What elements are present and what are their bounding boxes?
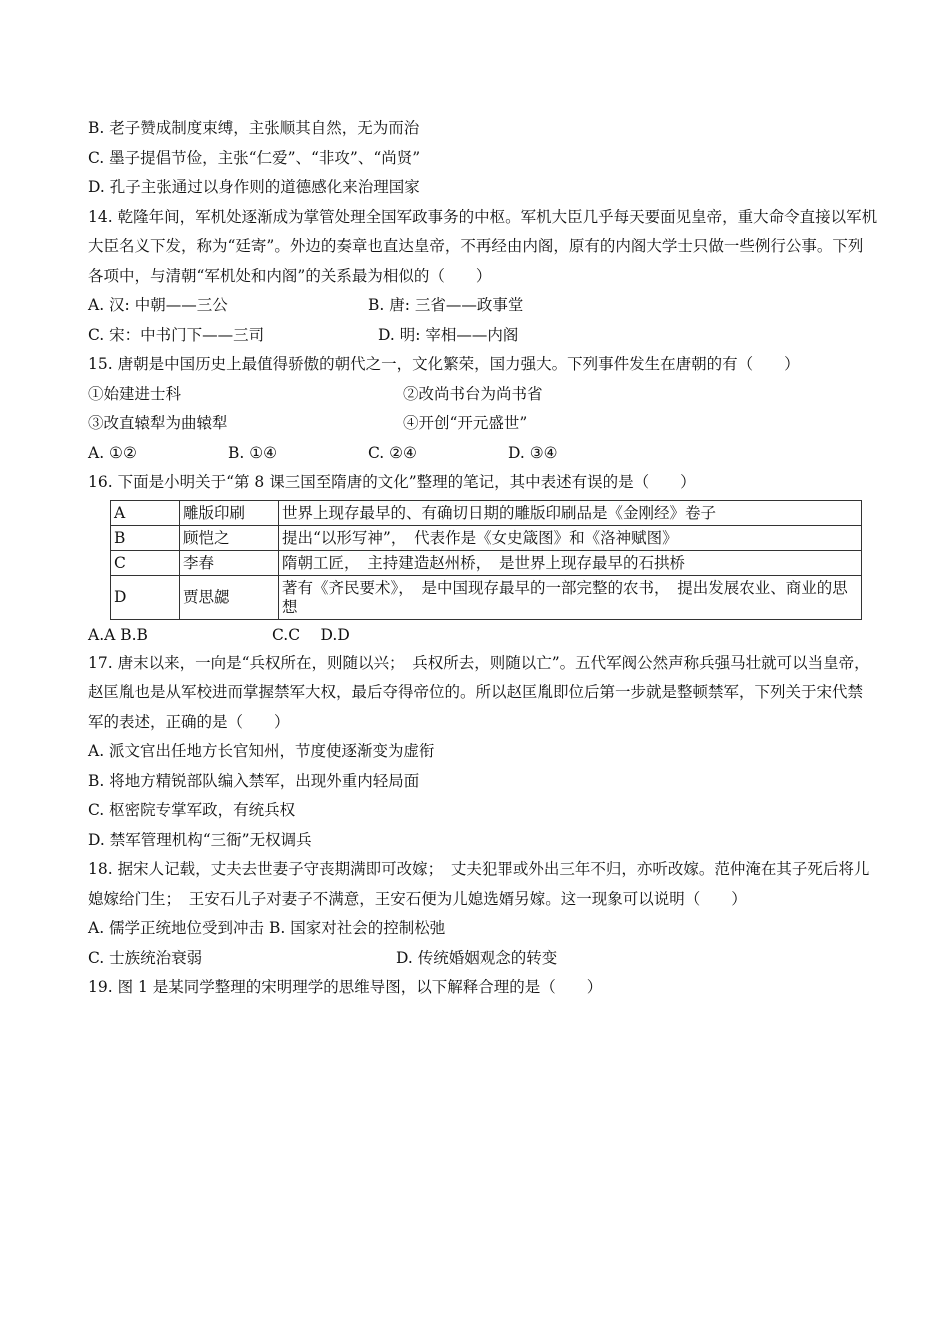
q14-options-row-2	[88, 321, 878, 351]
table-cell-topic: 贾思勰	[180, 575, 279, 619]
table-row	[111, 500, 862, 525]
q13-option-b: B. 老子赞成制度束缚，主张顺其自然，无为而治	[88, 119, 420, 137]
table-cell-note: 著有《齐民要术》， 是中国现存最早的一部完整的农书， 提出发展农业、商业的思想	[279, 575, 862, 619]
q16-stem: 16. 下面是小明关于“第 8 课三国至隋唐的文化”整理的笔记，其中表述有误的是（ ）	[88, 473, 696, 491]
q15-option-a: A. ①②	[88, 443, 137, 462]
q15-option-b: B. ①④	[228, 443, 278, 462]
q13-option-c: C. 墨子提倡节俭，主张“仁爱”、“非攻”、“尚贤”	[88, 148, 421, 167]
q18-options-row-2	[88, 944, 878, 974]
q18-option-d: D. 传统婚姻观念的转变	[396, 948, 558, 967]
table-cell-key: B	[111, 525, 180, 550]
table-cell-note: 提出“以形写神”， 代表作是《女史箴图》和《洛神赋图》	[279, 525, 862, 550]
q17-stem: 17. 唐末以来，一向是“兵权所在，则随以兴； 兵权所去，则随以亡”。五代军阀公然声称兵强马壮就可以当皇帝，赵匡胤也是从军校进而掌握禁军大权，最后夺得帝位的。所以赵匡胤即位后第一步就是整顿禁军，下列关于宋代禁军的表述，正确的是（ ）	[88, 653, 870, 731]
q15-items-row-2	[88, 409, 878, 439]
q16-options-left: A.A B.B	[88, 625, 148, 644]
q15-item-3: ③改直辕犁为曲辕犁	[88, 414, 228, 432]
q16-notes-table	[110, 500, 862, 620]
q15-options-row	[88, 439, 878, 469]
table-cell-topic: 李春	[180, 550, 279, 575]
q17-option-c: C. 枢密院专掌军政，有统兵权	[88, 801, 296, 819]
table-cell-key: C	[111, 550, 180, 575]
table-row	[111, 550, 862, 575]
table-row	[111, 575, 862, 619]
q14-option-d: D. 明: 宰相——内阁	[378, 325, 519, 344]
table-cell-topic: 顾恺之	[180, 525, 279, 550]
q17-option-a: A. 派文官出任地方长官知州，节度使逐渐变为虚衔	[88, 742, 435, 760]
q14-stem: 14. 乾隆年间，军机处逐渐成为掌管处理全国军政事务的中枢。军机大臣几乎每天要面见皇帝，重大命令直接以军机大臣名义下发，称为“廷寄”。外边的奏章也直达皇帝，不再经由内阁，原有的内阁大学士只做一些例行公事。下列各项中，与清朝“军机处和内阁”的关系最为相似的（ ）	[88, 207, 878, 285]
table-cell-note: 世界上现存最早的、有确切日期的雕版印刷品是《金刚经》卷子	[279, 500, 862, 525]
q14-option-b: B. 唐: 三省——政事堂	[368, 296, 524, 314]
q19-stem: 19. 图 1 是某同学整理的宋明理学的思维导图，以下解释合理的是（ ）	[88, 978, 603, 996]
q14-option-c: C. 宋：中书门下——三司	[88, 325, 265, 344]
q18-option-c: C. 士族统治衰弱	[88, 948, 203, 967]
q18-stem: 18. 据宋人记载，丈夫去世妻子守丧期满即可改嫁； 丈夫犯罪或外出三年不归，亦听改嫁。范仲淹在其子死后将儿媳嫁给门生； 王安石儿子对妻子不满意，王安石便为儿媳选婿另嫁。这一现象可以说明（ ）	[88, 860, 870, 908]
q14-options-row-1	[88, 291, 878, 321]
q15-stem: 15. 唐朝是中国历史上最值得骄傲的朝代之一，文化繁荣，国力强大。下列事件发生在唐朝的有（ ）	[88, 355, 800, 373]
q16-options-row	[88, 621, 878, 649]
q18-options-row-1: A. 儒学正统地位受到冲击 B. 国家对社会的控制松弛	[88, 919, 446, 937]
q15-item-2: ②改尚书台为尚书省	[403, 384, 543, 403]
q15-items-row-1	[88, 380, 878, 410]
exam-page	[88, 114, 878, 1003]
table-row	[111, 525, 862, 550]
table-cell-key: A	[111, 500, 180, 525]
q14-option-a: A. 汉: 中朝——三公	[88, 296, 228, 314]
q13-option-d: D. 孔子主张通过以身作则的道德感化来治理国家	[88, 178, 420, 196]
table-cell-key: D	[111, 575, 180, 619]
q17-option-b: B. 将地方精锐部队编入禁军，出现外重内轻局面	[88, 771, 420, 790]
q15-item-1: ①始建进士科	[88, 384, 182, 403]
table-cell-topic: 雕版印刷	[180, 500, 279, 525]
q17-option-d: D. 禁军管理机构“三衙”无权调兵	[88, 830, 312, 849]
q15-item-4: ④开创“开元盛世”	[403, 414, 528, 432]
table-cell-note: 隋朝工匠， 主持建造赵州桥， 是世界上现存最早的石拱桥	[279, 550, 862, 575]
q15-option-d: D. ③④	[508, 443, 558, 462]
q15-option-c: C. ②④	[368, 443, 417, 462]
q16-options-right: C.C D.D	[272, 625, 350, 644]
